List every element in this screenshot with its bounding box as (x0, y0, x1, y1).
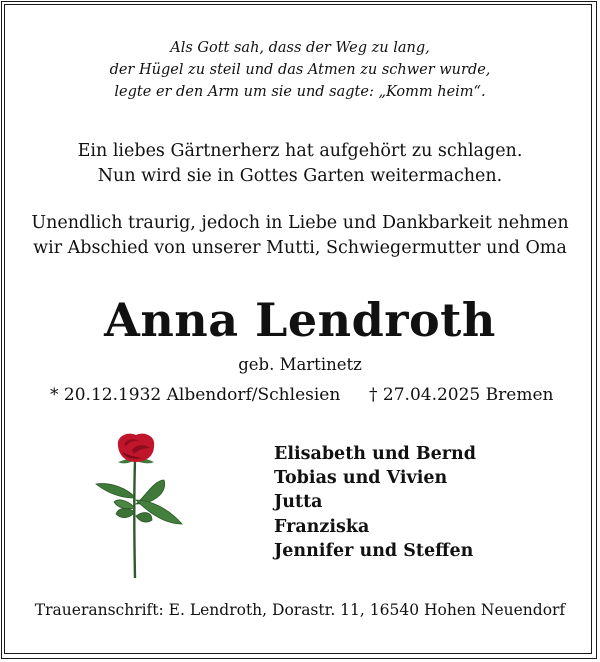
family-list (274, 442, 476, 563)
death-date: † 27.04.2025 Bremen (369, 385, 554, 405)
poem-line: der Hügel zu steil und das Atmen zu schwer wurde, (109, 62, 491, 78)
family-member: Elisabeth und Bernd (274, 444, 476, 464)
family-member: Jennifer und Steffen (274, 540, 474, 561)
family-member: Jutta (274, 492, 323, 513)
mourning-address: Traueranschrift: E. Lendroth, Dorastr. 11, 16540 Hohen Neuendorf (34, 601, 566, 619)
family-member: Tobias und Vivien (274, 468, 448, 489)
intro-line: Ein liebes Gärtnerherz hat aufgehört zu schlagen. (77, 141, 523, 161)
family-member: Franziska (274, 516, 370, 537)
rose-leaf (136, 513, 152, 523)
rose-icon (88, 432, 188, 582)
rose-stem (134, 460, 135, 578)
rose-leaf (116, 508, 135, 517)
poem (0, 37, 600, 103)
farewell-text (0, 211, 600, 261)
intro-line: Nun wird sie in Gottes Garten weitermachen. (97, 166, 503, 186)
rose-leaf (96, 484, 135, 498)
deceased-name: Anna Lendroth (104, 293, 496, 347)
poem-line: legte er den Arm um sie und sagte: „Komm heim“. (114, 84, 486, 100)
farewell-line: wir Abschied von unserer Mutti, Schwiegermutter und Oma (33, 238, 567, 258)
rose-leaf (114, 500, 135, 509)
birth-name: geb. Martinetz (238, 355, 362, 374)
birth-date: * 20.12.1932 Albendorf/Schlesien (50, 385, 341, 405)
intro-text (0, 139, 600, 189)
poem-line: Als Gott sah, dass der Weg zu lang, (170, 40, 430, 56)
farewell-line: Unendlich traurig, jedoch in Liebe und Dankbarkeit nehmen (31, 213, 569, 233)
